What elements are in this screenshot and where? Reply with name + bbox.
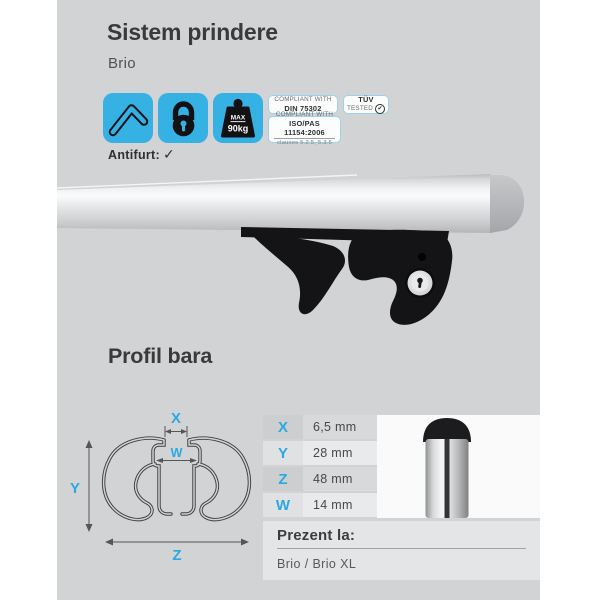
allen-key-glyph bbox=[103, 93, 153, 143]
diagram-label-z: Z bbox=[172, 547, 182, 564]
product-photo bbox=[57, 168, 540, 340]
diagram-label-y: Y bbox=[69, 480, 81, 497]
badge-din-line2: DIN 75302 bbox=[284, 103, 322, 113]
weight-icon bbox=[213, 93, 263, 143]
weight-max-label: MAX bbox=[230, 114, 246, 122]
tuv-check-icon: ✔ bbox=[375, 104, 385, 114]
table-row bbox=[263, 441, 377, 465]
bar-end-cap-top bbox=[423, 418, 471, 442]
present-at-title: Prezent la: bbox=[277, 527, 526, 549]
page-subtitle: Brio bbox=[108, 55, 136, 72]
allen-key-icon bbox=[103, 93, 153, 143]
table-row bbox=[263, 493, 377, 517]
dim-letter: Z bbox=[263, 467, 303, 491]
dim-value: 28 mm bbox=[303, 441, 377, 465]
badge-tuv-title: TÜV bbox=[358, 94, 374, 104]
bar-end-cap bbox=[490, 175, 524, 233]
weight-value-label: 90kg bbox=[227, 123, 249, 134]
bar-profile-svg bbox=[377, 415, 540, 518]
badge-din-line1: COMPLIANT WITH bbox=[274, 95, 332, 103]
padlock-icon bbox=[158, 93, 208, 143]
present-at-models: Brio / Brio XL bbox=[277, 557, 357, 571]
bar-profile-photo bbox=[377, 415, 540, 518]
lock-cylinder bbox=[405, 268, 435, 298]
weight-glyph bbox=[213, 93, 263, 143]
diagram-label-x: X bbox=[170, 410, 182, 427]
profile-section-title: Profil bara bbox=[108, 344, 213, 368]
content-card bbox=[57, 0, 540, 600]
badge-tuv bbox=[343, 95, 389, 114]
antitheft-check-icon: ✓ bbox=[163, 146, 176, 162]
dim-letter: W bbox=[263, 493, 303, 517]
antitheft-text: Antifurt: bbox=[108, 148, 160, 162]
page-title: Sistem prindere bbox=[107, 19, 278, 45]
dim-letter: Y bbox=[263, 441, 303, 465]
badge-iso-line3: clauses 5.2.5, 5.3.5 bbox=[274, 138, 335, 148]
dim-value: 14 mm bbox=[303, 493, 377, 517]
table-row bbox=[263, 415, 377, 439]
diagram-label-w: W bbox=[170, 446, 183, 460]
antitheft-label bbox=[108, 146, 175, 163]
dim-letter: X bbox=[263, 415, 303, 439]
profile-diagram-svg bbox=[60, 400, 260, 565]
profile-diagram bbox=[60, 400, 260, 570]
badge-iso-line1: COMPLIANT WITH bbox=[275, 110, 334, 118]
table-row bbox=[263, 467, 377, 491]
padlock-glyph bbox=[158, 93, 208, 143]
roof-bar-image bbox=[57, 168, 540, 335]
dimensions-table bbox=[263, 415, 377, 519]
dim-value: 6,5 mm bbox=[303, 415, 377, 439]
badge-iso-line2: ISO/PAS 11154:2006 bbox=[284, 118, 325, 138]
dim-value: 48 mm bbox=[303, 467, 377, 491]
badge-iso bbox=[268, 110, 341, 147]
badge-tuv-tested: TESTED bbox=[346, 105, 374, 113]
present-at-box bbox=[263, 521, 540, 580]
bar-body bbox=[57, 174, 492, 233]
rubber-strip bbox=[445, 439, 450, 518]
